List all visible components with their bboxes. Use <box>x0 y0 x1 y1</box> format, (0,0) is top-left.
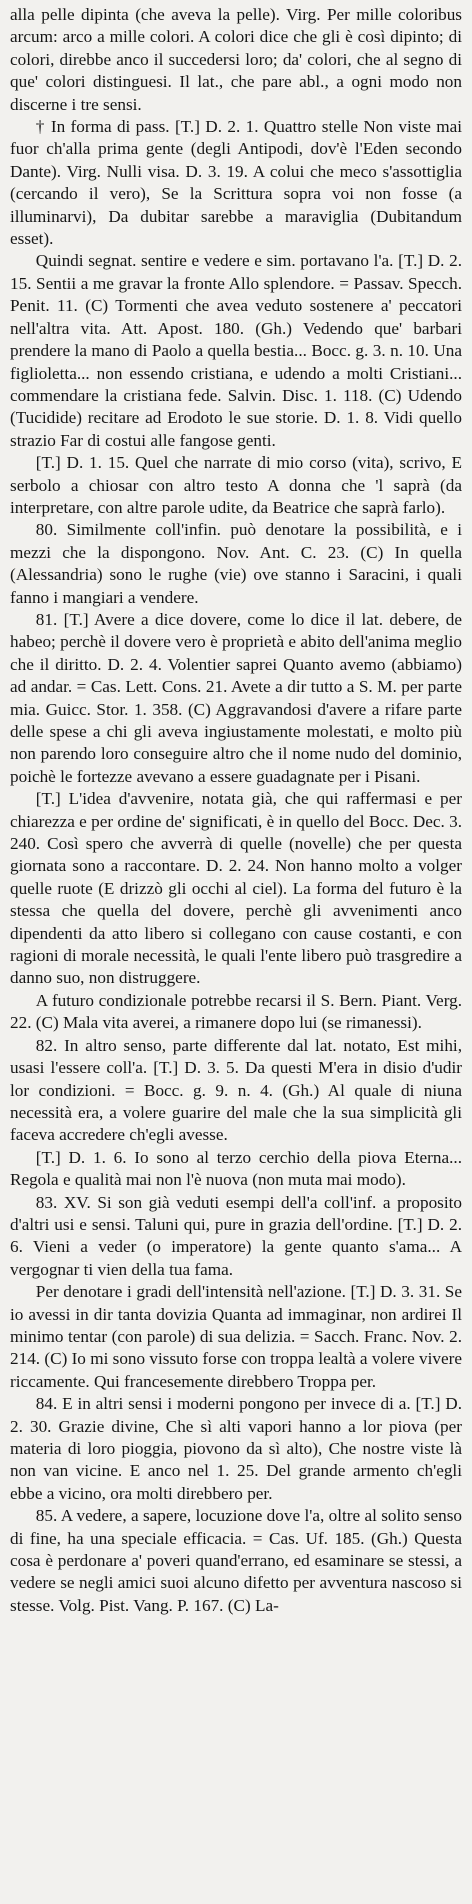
paragraph-sentire-vedere: Quindi segnat. sentire e vedere e sim. portavano l'a. [T.] D. 2. 15. Sentii a me gravar la fronte Allo splendore. = Passav. Specch. Penit. 11. (C) Tormenti che avea veduto sostenere a' peccatori nell'altra vita. Att. Apost. 180. (Gh.) Vedendo que' barbari prendere la mano di Paolo a quella bestia... Bocc. g. 3. n. 10. Una figlioletta... non essendo cristiana, e udendo a molti Cristiani... commendare la cristiana fede. Salvin. Disc. 1. 118. (C) Udendo (Tucidide) recitare ad Erodoto le sue storie. D. 1. 8. Vidi quello strazio Far di costui alle fangose genti. <box>10 251 462 450</box>
paragraph-continuation: alla pelle dipinta (che aveva la pelle). Virg. Per mille coloribus arcum: arco a mille colori. A colori dice che gli è così dipinto; di colori, direbbe anco il succedersi loro; da' colori, che al segno di que' colori distinguesi. Il lat., che pare abl., a ogni modo non discerne i tre sensi. <box>10 5 462 114</box>
entry-83: 83. XV. Si son già veduti esempi dell'a coll'inf. a proposito d'altri usi e sensi. Taluni qui, pure in grazia dell'ordine. [T.] D. 2. 6. Vieni a veder (o imperatore) la gente quanto s'ama... A vergognar ti vien della tua fama. <box>10 1192 462 1279</box>
paragraph-idea-avvenire: [T.] L'idea d'avvenire, notata già, che qui raffermasi e per chiarezza e per ordine de' significati, è in quello del Bocc. Dec. 3. 240. Così spero che avverrà di quelle (novelle) che per questa giornata sono a raccontare. D. 2. 24. Non hanno molto a volger quelle ruote (E drizzò gli occhi al ciel). La forma del futuro è la stessa che quella del dovere, perchè gli avvenimenti anco dipendenti da atto libero si collegano con cause costanti, e con ragioni di morale necessità, le quali l'ente libero può trasgredire a danno suo, non distruggere. <box>10 789 462 988</box>
paragraph-futuro-condizionale: A futuro condizionale potrebbe recarsi il S. Bern. Piant. Verg. 22. (C) Mala vita averei, a rimanere dopo lui (se rimanessi). <box>10 990 462 1033</box>
entry-80: 80. Similmente coll'infin. può denotare la possibilità, e i mezzi che la dispongono. Nov. Ant. C. 23. (C) In quella (Alessandria) sono le rughe (vie) ove stanno i Saracini, i quali fanno i mangiari a vendere. <box>10 520 462 607</box>
entry-81: 81. [T.] Avere a dice dovere, come lo dice il lat. debere, de habeo; perchè il dovere vero è proprietà e abito dell'anima meglio che il diritto. D. 2. 4. Volentier saprei Quanto avemo (abbiamo) ad andar. = Cas. Lett. Cons. 21. Avete a dir tutto a S. M. per parte mia. Guicc. Stor. 1. 358. (C) Aggravandosi d'avere a rifare parte delle spese a chi gli aveva ingiustamente molestati, e molto più non parendo loro conseguire altro che il nome nudo del dominio, poichè le fortezze avevano a essere guadagnate per i Pisani. <box>10 609 462 786</box>
paragraph-dante-inf-15: [T.] D. 1. 15. Quel che narrate di mio corso (vita), scrivo, E serbolo a chiosar con altro testo A donna che 'l saprà (da interpretare, con altre parole udite, da Beatrice che saprà farlo). <box>10 453 462 517</box>
entry-82: 82. In altro senso, parte differente dal lat. notato, Est mihi, usasi l'essere coll'a. [T.] D. 3. 5. Da questi M'era in disio d'udir lor condizioni. = Bocc. g. 9. n. 4. (Gh.) Al quale di niuna necessità era, a volere guarire del male che la sua simplicità gli faceva accredere ch'egli avesse. <box>10 1035 462 1145</box>
entry-85: 85. A vedere, a sapere, locuzione dove l'a, oltre al solito senso di fine, ha una speciale efficacia. = Cas. Uf. 185. (Gh.) Questa cosa è perdonare a' poveri quand'errano, ed esaminare se stessi, a vedere se negli amici suoi alcuno difetto per avventura nascoso si stesse. Volg. Pist. Vang. P. 167. (C) La- <box>10 1506 462 1615</box>
paragraph-piova-eterna: [T.] D. 1. 6. Io sono al terzo cerchio della piova Eterna... Regola e qualità mai non l'è nuova (non muta mai modo). <box>10 1147 462 1190</box>
entry-84: 84. E in altri sensi i moderni pongono per invece di a. [T.] D. 2. 30. Grazie divine, Che sì alti vapori hanno a lor piova (per materia di loro pioggia, piovono da sì alto), Che nostre viste là non van vicine. E anco nel 1. 25. Del grande armento ch'egli ebbe a vicino, ora molti direbbero per. <box>10 1394 462 1503</box>
paragraph-gradi-intensita: Per denotare i gradi dell'intensità nell'azione. [T.] D. 3. 31. Se io avessi in dir tanta dovizia Quanta ad immaginar, non ardirei Il minimo tentar (con parole) di sua delizia. = Sacch. Franc. Nov. 2. 214. (C) Io mi sono vissuto forse con troppa lealtà a volere vivere riccamente. Qui francesemente direbbero Troppa per. <box>10 1282 463 1391</box>
paragraph-passive-form: † In forma di pass. [T.] D. 2. 1. Quattro stelle Non viste mai fuor ch'alla prima gente (degli Antipodi, dov'è l'Eden secondo Dante). Virg. Nulli visa. D. 3. 19. A colui che meco s'assottiglia (cercando il vero), Se la Scrittura sopra voi non fosse (a illuminarvi), Da dubitar sarebbe a maraviglia (Dubitandum esset). <box>10 117 462 249</box>
